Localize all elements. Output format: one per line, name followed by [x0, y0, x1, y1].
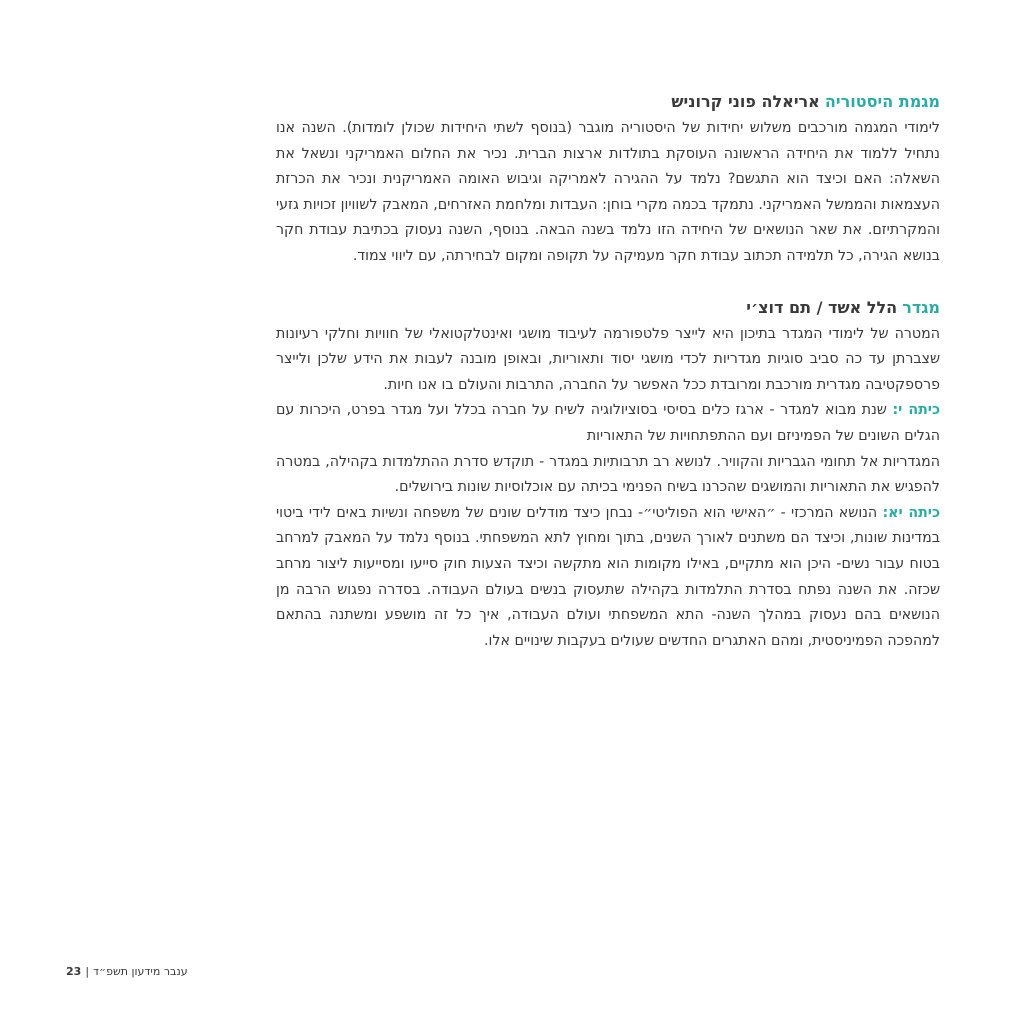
history-body: לימודי המגמה מורכבים משלוש יחידות של היסטוריה מוגבר (בנוסף לשתי היחידות שכולן לומדות). השנה אנו נתחיל ללמוד את היחידה הראשונה העוסקת בתולדות ארצות הברית. נכיר את החלום האמריקני ונשאל את השאלה: האם וכיצד הוא התגשם? נלמד על ההגירה לאמריקה וגיבוש האומה האמריקנית ונכיר את הכרזת העצמאות והממשל האמריקני. נתמקד בכמה מקרי בוחן: העבדות ומלחמת האזרחים, המאבק לשוויון זכויות גזעי והמקרתיזם. את שאר הנושאים של היחידה הזו נלמד בשנה הבאה. בנוסף, השנה נעסוק בכתיבת עבודת חקר בנושא הגירה, כל תלמידה תכתוב עבודת חקר מעמיקה על תקופה ומקום לבחירתה, עם ליווי צמוד.	[276, 120, 940, 264]
gender-subject-title: מגדר	[902, 297, 940, 317]
history-teachers: אריאלה פוני קרוניש	[671, 92, 820, 111]
gender-teachers: הלל אשד / תם דוצ׳י	[746, 297, 898, 317]
history-heading	[276, 88, 940, 116]
gender-grade10	[276, 398, 940, 449]
gender-intro: המטרה של לימודי המגדר בתיכון היא לייצר פלטפורמה לעיבוד מושגי ואינטלקטואלי של חוויות וחלקי רעיונות שצברתן עד כה סביב סוגיות מגדריות לכדי מושגי יסוד ותאוריות, ובאופן מובנה לעבות את הידע שלכן ולייצר פרספקטיבה מגדרית מורכבת ומרובדת ככל האפשר על החברה, התרבות והעולם בו אנו חיות.	[276, 325, 940, 393]
grade10-text: שנת מבוא למגדר - ארגז כלים בסיסי בסוציולוגיה לשיח על חברה בכלל ועל מגדר בפרט, היכרות עם הגלים השונים של הפמיניזם ועם ההתפתחויות של התאוריות	[276, 402, 940, 444]
footer-separator: |	[85, 965, 90, 978]
content-column	[276, 88, 940, 654]
page-number: 23	[66, 965, 82, 978]
section-gap	[276, 270, 940, 294]
gender-grade10-more: המגדריות אל תחומי הגבריות והקוויר. לנושא רב תרבותיות במגדר - תוקדש סדרת ההתלמדות בקהילה, במטרה להפגיש את התאוריות והמושגים שהכרנו בשיח הפנימי בכיתה עם אוכלוסיות שונות בירושלים.	[276, 453, 940, 496]
page-footer	[66, 965, 188, 978]
grade11-label: כיתה יא:	[882, 504, 940, 521]
grade11-text: הנושא המרכזי - ״האישי הוא הפוליטי״- נבחן כיצד מודלים שונים של משפחה ונשיות באים לידי ביטוי במדינות שונות, וכיצד הם משתנים לאורך השנים, בתוך ומחוץ לתא המשפחתי. בנוסף נלמד על המאבק למרחב בטוח עבור נשים- היכן הוא מתקיים, באילו מקומות הוא מתקשה וכיצד הצעות חוק סייעו ומסייעות ליצור מרחב שכזה. את השנה נפתח בסדרת התלמדות בקהילה שתעסוק בנשים בעולם העבודה. בסדרה נפגוש הרבה מן הנושאים בהם נעסוק במהלך השנה- התא המשפחתי ועולם העבודה, איך כל זה מושפע ומשתנה בהתאם למהפכה הפמיניסטית, ומהם האתגרים החדשים שעולים בעקבות שינויים אלו.	[276, 504, 940, 649]
footer-title: ענבר מידעון תשפ״ד	[93, 965, 188, 978]
grade10-label: כיתה י:	[892, 402, 940, 419]
gender-heading	[276, 294, 940, 322]
history-subject-title: מגמת היסטוריה	[824, 92, 940, 111]
gender-grade11	[276, 501, 940, 655]
